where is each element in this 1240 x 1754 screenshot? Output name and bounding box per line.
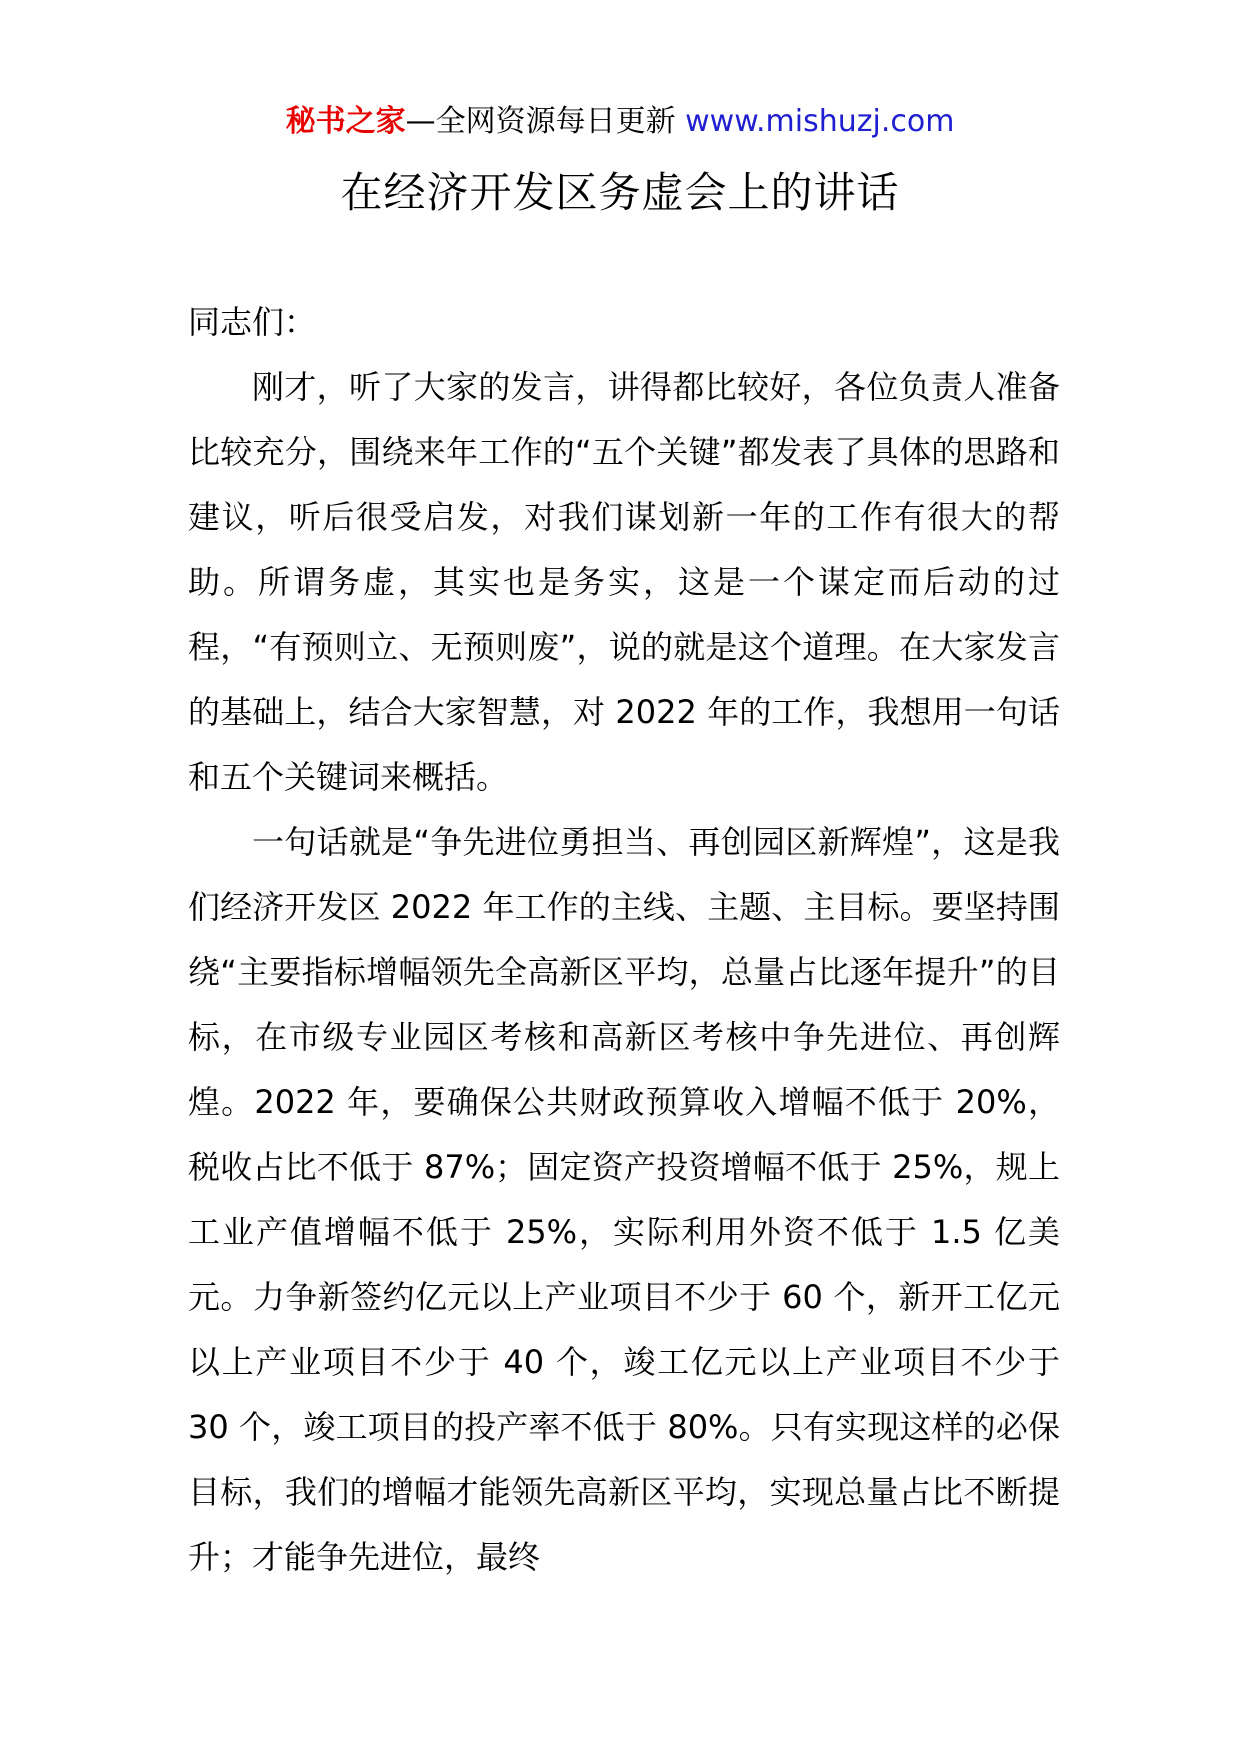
paragraph: 刚才，听了大家的发言，讲得都比较好，各位负责人准备比较充分，围绕来年工作的“五个关键”都发表了具体的思路和建议，听后很受启发，对我们谋划新一年的工作有很大的帮助。所谓务虚，其实也是务实，这是一个谋定而后动的过程，“有预则立、无预则废”，说的就是这个道理。在大家发言的基础上，结合大家智慧，对 2022 年的工作，我想用一句话和五个关键词来概括。 (188, 368, 1060, 796)
document-body (188, 290, 1060, 1590)
paragraph: 一句话就是“争先进位勇担当、再创园区新辉煌”，这是我们经济开发区 2022 年工作的主线、主题、主目标。要坚持围绕“主要指标增幅领先全高新区平均，总量占比逐年提升”的目标，在市级专业园区考核和高新区考核中争先进位、再创辉煌。2022 年，要确保公共财政预算收入增幅不低于 20%，税收占比不低于 87%；固定资产投资增幅不低于 25%，规上工业产值增幅不低于 25%，实际利用外资不低于 1.5 亿美元。力争新签约亿元以上产业项目不少于 60 个，新开工亿元以上产业项目不少于 40 个，竣工亿元以上产业项目不少于 30 个，竣工项目的投产率不低于 80%。只有实现这样的必保目标，我们的增幅才能领先高新区平均，实现总量占比不断提升；才能争先进位，最终 (188, 823, 1060, 1576)
site-tagline: —全网资源每日更新 (405, 104, 676, 139)
document-title: 在经济开发区务虚会上的讲话 (340, 168, 900, 217)
brand-name: 秘书之家 (285, 104, 406, 139)
site-header (0, 100, 1240, 144)
site-url-link[interactable]: www.mishuzj.com (685, 104, 955, 139)
salutation: 同志们： (188, 303, 317, 341)
